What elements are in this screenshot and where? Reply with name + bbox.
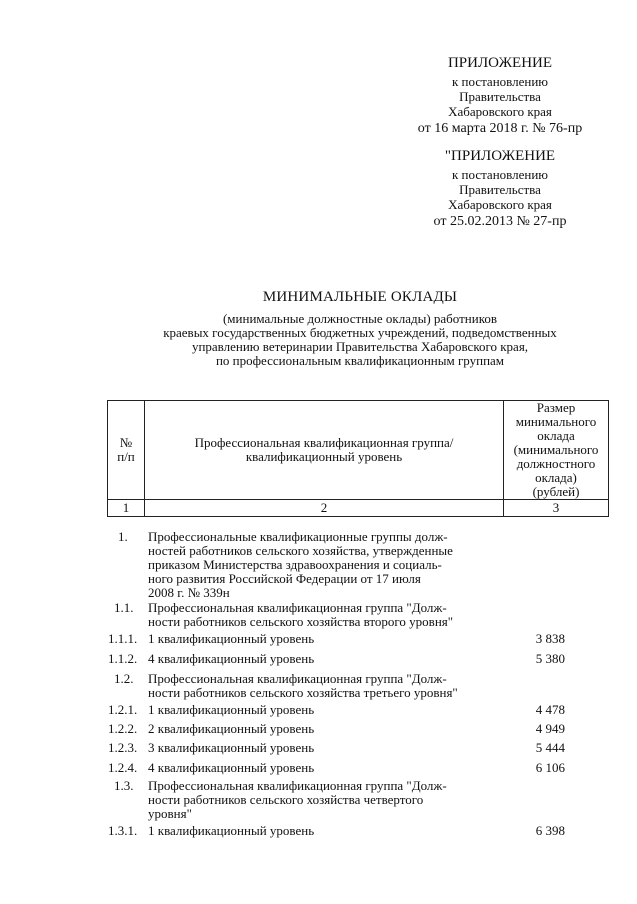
row-text <box>148 824 498 838</box>
row-text <box>148 632 498 646</box>
row-text-line: Профессиональная квалификационная группа "Долж- <box>148 778 447 793</box>
appendix-line: Хабаровского края <box>448 197 552 212</box>
row-text-line: уровня" <box>148 806 192 821</box>
row-value: 6 106 <box>535 760 565 775</box>
row-number: 1.1.2. <box>108 651 138 666</box>
row-number: 1.2.3. <box>108 740 138 755</box>
table-row <box>0 672 637 702</box>
row-text-line: ностей работников сельского хозяйства, утвержденные <box>148 543 453 558</box>
appendix-date: от 16 марта 2018 г. № 76-пр <box>417 121 583 136</box>
row-text-line: 4 квалификационный уровень <box>148 651 315 666</box>
appendix-line: к постановлению <box>451 167 549 182</box>
row-text-line: приказом Министерства здравоохранения и социаль- <box>148 557 442 572</box>
appendix-line: Правительства <box>459 182 541 197</box>
row-text-line: 1 квалификационный уровень <box>148 631 315 646</box>
row-text-line: 3 квалификационный уровень <box>148 740 315 755</box>
row-number: 1.2. <box>114 671 134 686</box>
header-col-group-line: Профессиональная квалификационная группа/ <box>194 435 454 450</box>
document-subtitle: по профессиональным квалификационным группам <box>215 353 505 368</box>
row-text-line: 4 квалификационный уровень <box>148 760 315 775</box>
row-value: 5 444 <box>535 740 565 755</box>
table-row <box>0 761 637 777</box>
header-col-salary-line: Размер <box>536 400 576 415</box>
row-value: 4 949 <box>535 721 565 736</box>
row-value: 6 398 <box>535 823 565 838</box>
row-text <box>148 741 498 755</box>
row-number: 1. <box>118 529 128 544</box>
row-number: 1.1.1. <box>108 631 138 646</box>
row-text-line: 1 квалификационный уровень <box>148 702 315 717</box>
row-value: 5 380 <box>535 651 565 666</box>
row-number: 1.2.1. <box>108 702 138 717</box>
table-row <box>0 703 637 719</box>
appendix-heading: ПРИЛОЖЕНИЕ <box>447 55 553 71</box>
header-col-group-line: квалификационный уровень <box>245 449 403 464</box>
row-text-line: 1 квалификационный уровень <box>148 823 315 838</box>
row-text-line: ности работников сельского хозяйства второго уровня" <box>148 614 454 629</box>
header-col-salary <box>504 401 609 500</box>
row-value: 3 838 <box>535 631 565 646</box>
row-text-line: Профессиональные квалификационные группы долж- <box>148 529 448 544</box>
appendix-block-current <box>380 56 620 136</box>
row-text <box>148 722 498 736</box>
appendix-heading: "ПРИЛОЖЕНИЕ <box>444 148 556 164</box>
table-row <box>0 741 637 757</box>
row-text <box>148 601 498 629</box>
header-col-number-line: п/п <box>117 449 135 464</box>
table-row <box>0 632 637 648</box>
header-col-salary-line: оклада <box>537 428 575 443</box>
row-text-line: ности работников сельского хозяйства третьего уровня" <box>148 685 458 700</box>
row-number: 1.1. <box>114 600 134 615</box>
row-number: 1.3. <box>114 778 134 793</box>
appendix-line: Хабаровского края <box>448 104 552 119</box>
header-col-number <box>108 401 145 500</box>
row-text-line: 2 квалификационный уровень <box>148 721 315 736</box>
row-number: 1.3.1. <box>108 823 138 838</box>
row-text <box>148 672 498 700</box>
appendix-line: к постановлению <box>451 74 549 89</box>
table-row <box>0 824 637 840</box>
table-header <box>107 400 609 517</box>
document-title: МИНИМАЛЬНЫЕ ОКЛАДЫ <box>262 289 458 305</box>
table-row <box>0 601 637 631</box>
row-text <box>148 703 498 717</box>
row-text-line: 2008 г. № 339н <box>148 585 230 600</box>
row-text-line: Профессиональная квалификационная группа "Долж- <box>148 671 447 686</box>
table-row <box>0 530 637 602</box>
column-number-2: 2 <box>145 500 504 517</box>
row-value: 4 478 <box>535 702 565 717</box>
header-col-group <box>145 401 504 500</box>
document-title-block <box>60 290 637 368</box>
header-col-salary-line: минимального <box>515 414 597 429</box>
row-number: 1.2.4. <box>108 760 138 775</box>
row-text <box>148 652 498 666</box>
column-number-1: 1 <box>108 500 145 517</box>
table-row <box>0 722 637 738</box>
table-row <box>0 652 637 668</box>
row-number: 1.2.2. <box>108 721 138 736</box>
header-col-salary-line: (минимального <box>513 442 599 457</box>
row-text <box>148 779 498 821</box>
row-text <box>148 530 498 600</box>
appendix-line: Правительства <box>459 89 541 104</box>
header-col-number-line: № <box>119 435 133 450</box>
row-text-line: ности работников сельского хозяйства четвертого <box>148 792 424 807</box>
appendix-date: от 25.02.2013 № 27-пр <box>433 214 567 229</box>
column-number-3: 3 <box>504 500 609 517</box>
appendix-block-original <box>380 149 620 229</box>
header-col-salary-line: оклада) <box>535 470 577 485</box>
table-row <box>0 779 637 823</box>
row-text-line: ного развития Российской Федерации от 17 июля <box>148 571 421 586</box>
header-col-salary-line: должностного <box>516 456 596 471</box>
document-subtitle: (минимальные должностные оклады) работников <box>222 311 498 326</box>
header-col-salary-line: (рублей) <box>532 484 580 499</box>
row-text <box>148 761 498 775</box>
document-subtitle: краевых государственных бюджетных учреждений, подведомственных <box>163 325 557 340</box>
row-text-line: Профессиональная квалификационная группа "Долж- <box>148 600 447 615</box>
document-subtitle: управлению ветеринарии Правительства Хабаровского края, <box>191 339 529 354</box>
